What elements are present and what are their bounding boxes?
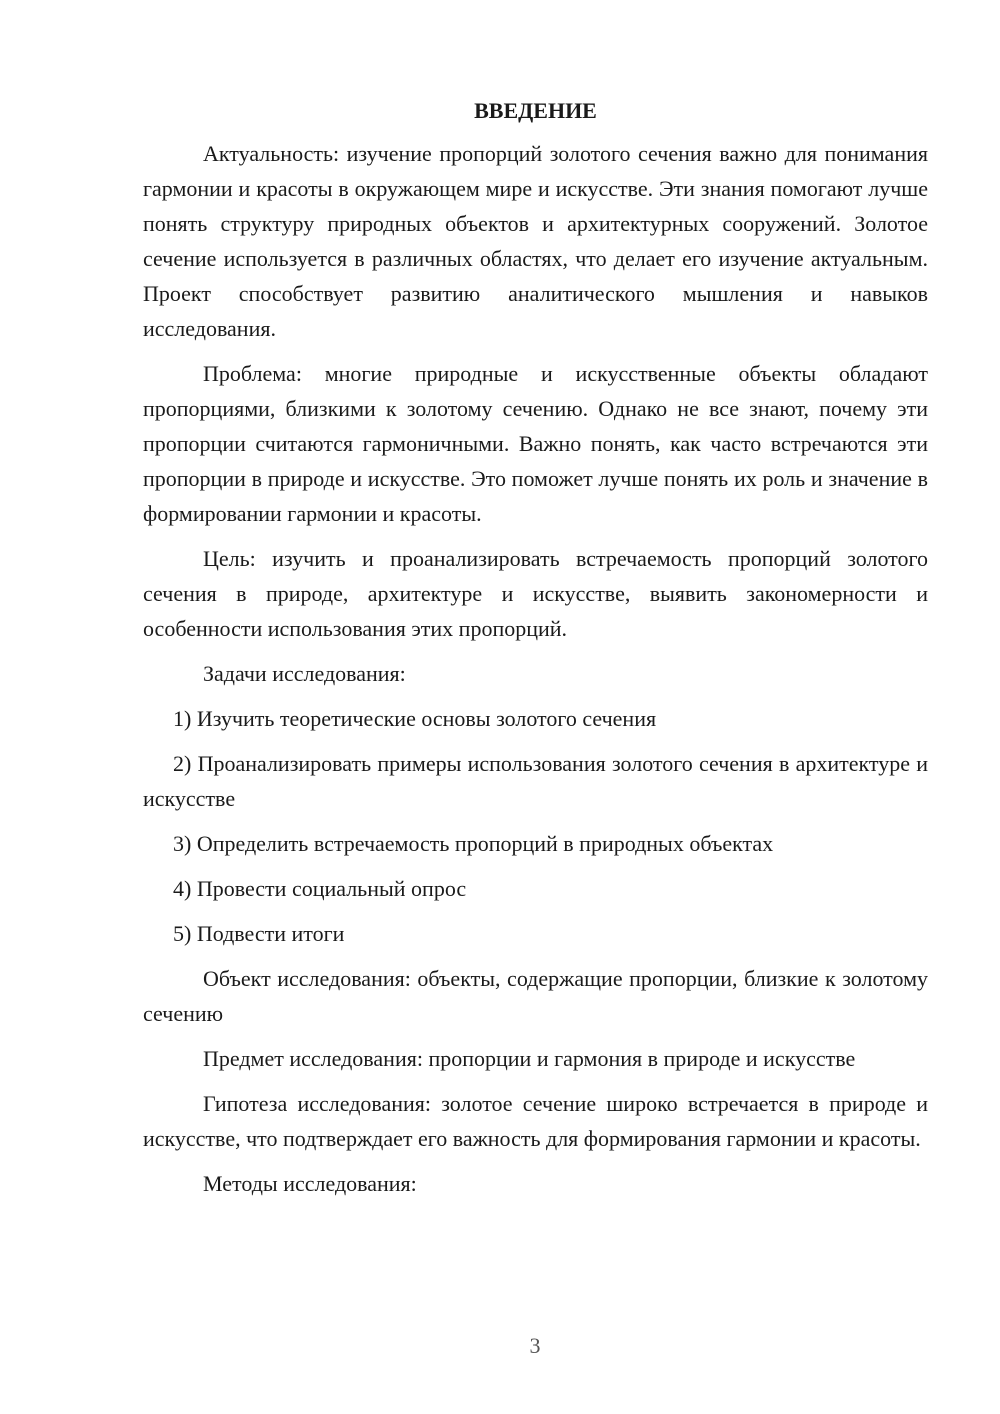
methods-heading: Методы исследования: xyxy=(203,1171,417,1196)
page-number: 3 xyxy=(529,1333,541,1358)
list-item: 2) Проанализировать примеры использования золотого сечения в архитектуре и искусстве xyxy=(143,751,928,811)
document-page xyxy=(143,96,928,1211)
list-item: 1) Изучить теоретические основы золотого сечения xyxy=(173,706,657,731)
paragraph-relevance: Актуальность: изучение пропорций золотого сечения важно для понимания гармонии и красоты в окружающем мире и искусстве. Эти знания помогают лучше понять структуру природных объектов и архитектурных сооружений. Золотое сечение используется в различных областях, что делает его изучение актуальным. Проект способствует развитию аналитического мышления и навыков исследования. xyxy=(143,141,928,341)
paragraph-hypothesis: Гипотеза исследования: золотое сечение широко встречается в природе и искусстве, что подтверждает его важность для формирования гармонии и красоты. xyxy=(143,1091,928,1151)
paragraph-problem: Проблема: многие природные и искусственные объекты обладают пропорциями, близкими к золотому сечению. Однако не все знают, почему эти пропорции считаются гармоничными. Важно понять, как часто встречаются эти пропорции в природе и искусстве. Это поможет лучше понять их роль и значение в формировании гармонии и красоты. xyxy=(143,361,928,526)
paragraph-goal: Цель: изучить и проанализировать встречаемость пропорций золотого сечения в природе, архитектуре и искусстве, выявить закономерности и особенности использования этих пропорций. xyxy=(143,546,928,641)
page-title: ВВЕДЕНИЕ xyxy=(474,98,597,123)
list-item: 5) Подвести итоги xyxy=(173,921,345,946)
paragraph-object: Объект исследования: объекты, содержащие пропорции, близкие к золотому сечению xyxy=(143,966,928,1026)
tasks-heading: Задачи исследования: xyxy=(203,661,406,686)
list-item: 4) Провести социальный опрос xyxy=(173,876,467,901)
list-item: 3) Определить встречаемость пропорций в природных объектах xyxy=(173,831,774,856)
paragraph-subject: Предмет исследования: пропорции и гармония в природе и искусстве xyxy=(203,1046,856,1071)
